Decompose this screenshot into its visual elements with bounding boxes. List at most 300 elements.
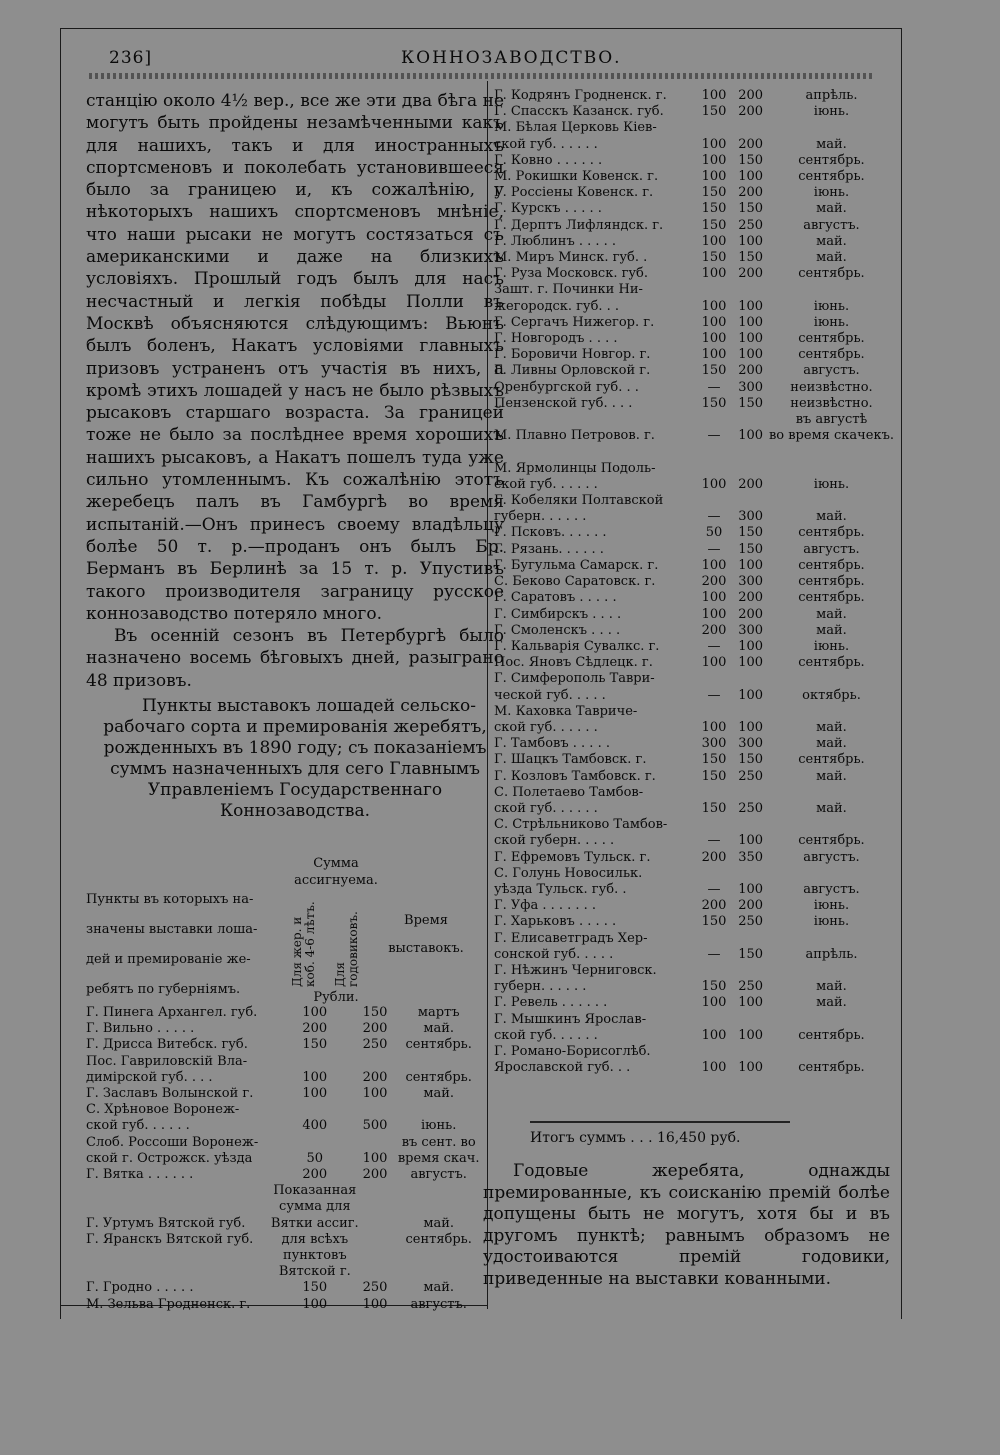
cell-place: Г. Нѣжинъ Черниговск. (494, 962, 657, 978)
cell-time (769, 1012, 894, 1028)
cell-time: сентябрь. (798, 266, 865, 282)
cell-sum-adult: 100 (701, 557, 727, 573)
cell-sum-yearling: 100 (738, 1027, 764, 1043)
cell-place: Г. Рязань. . . . . . (494, 541, 604, 557)
cell-sum-adult: 200 (302, 1021, 328, 1037)
cell-time: май. (816, 622, 847, 638)
cell-place: ской губ. . . . . . (494, 476, 598, 492)
cell-sum-adult (271, 1135, 359, 1151)
cell-time (769, 963, 894, 979)
cell-time: іюнь. (813, 914, 850, 930)
cell-sum-yearling (359, 1264, 392, 1280)
cell-place: Г. Псковъ. . . . . . (494, 525, 607, 541)
cell-place: уѣзда Тульск. губ. . (494, 881, 627, 897)
cell-sum-yearling: 200 (738, 266, 764, 282)
cell-place: губерн. . . . . . (494, 979, 587, 995)
cell-time: май. (816, 606, 847, 622)
right-column-table (494, 88, 894, 1076)
table-row (494, 542, 894, 558)
cell-time (769, 671, 894, 687)
cell-place (86, 1199, 271, 1215)
cell-place: Г. Заславъ Волынской г. (86, 1086, 254, 1102)
cell-place: Г. Шацкъ Тамбовск. г. (494, 752, 647, 768)
cell-time (769, 704, 894, 720)
paragraph: Въ осенній сезонъ въ Петербургѣ было назначено восемь бѣговыхъ дней, разыграно 48 призовъ. (86, 626, 504, 691)
cell-time (391, 1264, 486, 1280)
cell-place: Г. Тамбовъ . . . . . (494, 736, 610, 752)
cell-place: ской губ. . . . . . (494, 1027, 598, 1043)
cell-time: сентябрь. (798, 525, 865, 541)
cell-sum-adult: 50 (705, 525, 723, 541)
total-rule (530, 1121, 790, 1123)
table-heading: Пункты выставокъ лошадей сельско-рабочаго сорта и премированія жеребятъ, рожденныхъ въ 1890 году; съ показаніемъ суммъ назначенныхъ для сего Главнымъ Управленіемъ Государственнаго Коннозаводства. (103, 696, 487, 822)
table-row (86, 1037, 486, 1053)
cell-sum-adult (696, 785, 733, 801)
table-row (494, 833, 894, 849)
cell-sum-adult: 300 (701, 736, 727, 752)
cell-sum-adult (271, 1102, 359, 1118)
cell-sum-yearling (732, 1044, 769, 1060)
cell-sum-yearling: 250 (738, 768, 764, 784)
cell-place: Г. Кодрянъ Гродненск. г. (494, 88, 667, 103)
table-row (86, 1183, 486, 1199)
cell-sum-adult: 100 (701, 298, 727, 314)
table-row (494, 1060, 894, 1076)
cell-sum-adult: 100 (701, 476, 727, 492)
cell-time (769, 866, 894, 882)
table-row (86, 1005, 486, 1021)
cell-place: Г. Харьковъ . . . . . (494, 914, 617, 930)
cell-time: въ сент. во (401, 1134, 476, 1150)
cell-place: ской губ. . . . . . (86, 1118, 190, 1134)
cell-sum-yearling: 100 (738, 428, 764, 444)
cell-sum-yearling: 200 (738, 898, 764, 914)
cell-sum-yearling (732, 963, 769, 979)
table-row (494, 752, 894, 768)
cell-place: Г. Ковно . . . . . . (494, 152, 603, 168)
cell-time: апрѣль. (805, 946, 858, 962)
cell-time: время скач. (397, 1150, 480, 1166)
cell-sum-yearling: 150 (738, 752, 764, 768)
cell-sum-adult: 100 (701, 266, 727, 282)
cell-sum-yearling: 100 (738, 314, 764, 330)
cell-sum-adult (696, 461, 733, 477)
cell-sum-adult (696, 963, 733, 979)
header-wavy-rule (89, 73, 873, 79)
cell-place: Г. Ливны Орловской г. (494, 363, 651, 379)
table-row (494, 623, 894, 639)
cell-place: Г. Бугульма Самарск. г. (494, 557, 659, 573)
cell-sum-yearling (359, 1102, 392, 1118)
cell-sum-yearling: 300 (738, 574, 764, 590)
cell-place: Г. Елисаветградъ Хер- (494, 930, 648, 946)
cell-time: іюнь. (813, 185, 850, 201)
cell-place: М. Каховка Тавриче- (494, 703, 638, 719)
cell-sum-yearling (732, 282, 769, 298)
cell-sum-adult: 150 (302, 1037, 328, 1053)
cell-sum-adult: 200 (302, 1167, 328, 1183)
cell-sum-adult: — (707, 541, 721, 557)
cell-place: Г. Люблинъ . . . . . (494, 233, 617, 249)
cell-time: май. (816, 719, 847, 735)
cell-sum-adult: Вятской г. (278, 1264, 351, 1280)
cell-place: ской г. Острожск. уѣзда (86, 1150, 253, 1166)
cell-sum-yearling (359, 1216, 392, 1232)
book-page (60, 28, 902, 1319)
table-row (86, 1264, 486, 1280)
table-row (86, 1054, 486, 1070)
cell-sum-adult: 100 (701, 606, 727, 622)
cell-sum-yearling: 100 (738, 331, 764, 347)
cell-sum-yearling: 500 (362, 1118, 388, 1134)
cell-place: С. Голунь Новосильк. (494, 865, 643, 881)
cell-place: М. Ярмолинцы Подоль- (494, 460, 656, 476)
cell-sum-adult: 100 (302, 1069, 328, 1085)
table-row (494, 574, 894, 590)
header-points-line: Пункты въ которыхъ на- (86, 892, 254, 907)
cell-place: Г. Спасскъ Казанск. губ. (494, 104, 664, 120)
cell-time: май. (816, 136, 847, 152)
cell-sum-adult: 150 (302, 1280, 328, 1296)
cell-time: сентябрь. (405, 1037, 472, 1053)
cell-place: ской губ. . . . . . (494, 136, 598, 152)
cell-place: М. Зельва Гродненск. г. (86, 1296, 251, 1312)
header-time-line: Время (404, 913, 448, 928)
cell-place (86, 1264, 271, 1280)
cell-time: іюнь. (813, 638, 850, 654)
table-row (494, 347, 894, 363)
cell-sum-yearling (359, 1232, 392, 1248)
cell-sum-adult: 150 (701, 979, 727, 995)
cell-sum-adult (696, 282, 733, 298)
cell-sum-yearling: 100 (362, 1086, 388, 1102)
cell-sum-yearling: 200 (362, 1069, 388, 1085)
cell-place: Г. Дрисса Витебск. губ. (86, 1037, 248, 1053)
header-points-line: значены выставки лоша- (86, 922, 258, 937)
cell-sum-yearling: 150 (738, 541, 764, 557)
header-summa: Сумма ассигнуема. (294, 856, 378, 888)
table-row (494, 266, 894, 282)
cell-place: Г. Смоленскъ . . . . (494, 622, 621, 638)
table-row (494, 607, 894, 623)
cell-sum-adult: 100 (302, 1296, 328, 1312)
table-row (494, 412, 894, 428)
cell-place: Г. Кобеляки Полтавской (494, 493, 664, 509)
cell-place: Г. Ефремовъ Тульск. г. (494, 849, 651, 865)
cell-place: Г. Саратовъ . . . . . (494, 590, 617, 606)
table-row (494, 817, 894, 833)
table-row (494, 639, 894, 655)
table-row (494, 461, 894, 477)
cell-sum-yearling (359, 1183, 392, 1199)
cell-sum-yearling (359, 1135, 392, 1151)
cell-sum-adult: 150 (701, 104, 727, 120)
cell-place: Пензенской губ. . . . (494, 395, 633, 411)
left-rows-table (86, 1005, 486, 1313)
cell-time (391, 1248, 486, 1264)
table-row (494, 882, 894, 898)
cell-time: сентябрь. (798, 655, 865, 671)
cell-time: май. (423, 1021, 455, 1037)
cell-sum-yearling (359, 1199, 392, 1215)
table-row (86, 1102, 486, 1118)
cell-sum-adult (696, 1012, 733, 1028)
cell-sum-yearling: 150 (738, 152, 764, 168)
cell-sum-adult: — (707, 833, 721, 849)
cell-sum-yearling: 200 (362, 1167, 388, 1183)
cell-time (391, 1054, 486, 1070)
table-row (86, 1297, 486, 1313)
cell-sum-adult: 200 (701, 849, 727, 865)
table-row (494, 801, 894, 817)
cell-sum-adult: сумма для (279, 1199, 351, 1215)
cell-sum-adult (696, 412, 733, 428)
cell-time: май. (816, 509, 847, 525)
cell-sum-adult (696, 704, 733, 720)
cell-sum-yearling (732, 493, 769, 509)
page-header (61, 29, 901, 75)
cell-place: М. Миръ Минск. губ. . (494, 250, 648, 266)
cell-sum-yearling: 100 (738, 833, 764, 849)
cell-sum-yearling: 250 (362, 1037, 388, 1053)
cell-sum-yearling (732, 704, 769, 720)
cell-sum-yearling: 150 (738, 525, 764, 541)
cell-time: сентябрь. (798, 752, 865, 768)
cell-time (769, 493, 894, 509)
table-row (494, 850, 894, 866)
cell-sum-adult (696, 931, 733, 947)
cell-place: С. Беково Саратовск. г. (494, 574, 656, 590)
cell-time (391, 1102, 486, 1118)
cell-time: апрѣль. (805, 88, 858, 103)
table-row (86, 1118, 486, 1134)
table-row (494, 1012, 894, 1028)
table-row (494, 315, 894, 331)
cell-place: С. Полетаево Тамбов- (494, 784, 644, 800)
cell-place: Г. Вятка . . . . . . (86, 1167, 194, 1183)
cell-time: май. (816, 233, 847, 249)
cell-sum-yearling: 200 (738, 185, 764, 201)
cell-sum-adult: 100 (701, 995, 727, 1011)
cell-time: сентябрь. (798, 557, 865, 573)
cell-time (769, 120, 894, 136)
cell-sum-yearling: 200 (738, 590, 764, 606)
cell-sum-yearling: 200 (738, 476, 764, 492)
header-rubli: Рубли. (313, 990, 359, 1005)
table-row (86, 1086, 486, 1102)
cell-place: Г. Симферополь Таври- (494, 671, 655, 687)
cell-place: Г. Козловъ Тамбовск. г. (494, 768, 656, 784)
cell-sum-yearling: 250 (738, 800, 764, 816)
cell-place: Г. Гродно . . . . . (86, 1280, 194, 1296)
header-col-a: Для жер. и коб. 4-6 лѣтъ. (290, 901, 317, 987)
cell-sum-adult: — (707, 509, 721, 525)
table-row (494, 785, 894, 801)
left-column-text (86, 90, 504, 822)
table-row (494, 282, 894, 298)
right-rows-table (494, 88, 894, 1076)
cell-sum-yearling: 100 (362, 1150, 388, 1166)
table-row (86, 1167, 486, 1183)
cell-sum-yearling: 100 (738, 995, 764, 1011)
cell-sum-adult: 150 (701, 768, 727, 784)
cell-time: іюнь. (813, 476, 850, 492)
cell-place (86, 1183, 271, 1199)
cell-time: май. (816, 979, 847, 995)
cell-place: С. Стрѣльниково Тамбов- (494, 817, 668, 833)
cell-time: іюнь. (421, 1118, 457, 1134)
cell-place: сонской губ. . . . . (494, 946, 614, 962)
cell-sum-adult: 400 (302, 1118, 328, 1134)
cell-sum-adult: 100 (701, 136, 727, 152)
cell-sum-yearling: 100 (738, 169, 764, 185)
table-row (494, 736, 894, 752)
table-row (494, 120, 894, 136)
table-row (86, 1135, 486, 1151)
table-row (494, 525, 894, 541)
cell-sum-adult: 150 (701, 201, 727, 217)
cell-sum-adult: 150 (701, 395, 727, 411)
total-line: Итогъ суммъ . . . 16,450 руб. (530, 1130, 741, 1146)
header-col-b: Для годовиковъ. (333, 911, 360, 987)
cell-sum-adult: 200 (701, 574, 727, 590)
cell-place (494, 444, 696, 460)
cell-place: Г. Россіены Ковенск. г. (494, 185, 654, 201)
cell-place: ской губерн. . . . . (494, 833, 615, 849)
cell-sum-yearling: 150 (738, 250, 764, 266)
cell-time: май. (423, 1280, 455, 1296)
cell-sum-yearling: 100 (362, 1296, 388, 1312)
cell-sum-adult: 150 (701, 800, 727, 816)
cell-place: Г. Новгородъ . . . . (494, 331, 618, 347)
cell-sum-yearling (732, 866, 769, 882)
left-table (86, 855, 486, 1313)
cell-time: августъ. (803, 541, 860, 557)
table-row (494, 671, 894, 687)
cell-time: во время скачекъ. (768, 428, 894, 444)
cell-sum-yearling: 300 (738, 622, 764, 638)
cell-time: октябрь. (802, 687, 861, 703)
cell-sum-yearling: 350 (738, 849, 764, 865)
cell-time (769, 1044, 894, 1060)
cell-sum-yearling: 100 (738, 719, 764, 735)
table-row (86, 1248, 486, 1264)
table-row (86, 1232, 486, 1248)
cell-place: Г. Боровичи Новгор. г. (494, 347, 651, 363)
cell-sum-adult (696, 866, 733, 882)
cell-sum-adult: 100 (701, 719, 727, 735)
table-row (494, 104, 894, 120)
table-row (494, 396, 894, 412)
cell-sum-adult: 200 (701, 622, 727, 638)
cell-sum-yearling: 200 (738, 606, 764, 622)
cell-place: М. Плавно Петровов. г. (494, 428, 655, 444)
cell-time (769, 817, 894, 833)
cell-place: Г. Мышкинъ Ярослав- (494, 1011, 647, 1027)
cell-time (769, 444, 894, 460)
table-row (494, 185, 894, 201)
cell-sum-yearling (732, 671, 769, 687)
cell-time (769, 461, 894, 477)
cell-time (391, 1199, 486, 1215)
cell-place: губерн. . . . . . (494, 509, 587, 525)
cell-sum-adult: 100 (701, 88, 727, 103)
cell-place: М. Рокишки Ковенск. г. (494, 169, 659, 185)
table-row (86, 1021, 486, 1037)
cell-sum-yearling: 250 (738, 914, 764, 930)
cell-sum-yearling: 100 (738, 638, 764, 654)
cell-place (86, 1248, 271, 1264)
cell-sum-adult: 100 (701, 1027, 727, 1043)
table-row (494, 704, 894, 720)
cell-sum-yearling: 100 (738, 655, 764, 671)
cell-sum-adult (696, 671, 733, 687)
cell-time: въ августѣ (795, 412, 868, 428)
table-row (494, 558, 894, 574)
cell-sum-adult (696, 120, 733, 136)
cell-time: сентябрь. (798, 152, 865, 168)
cell-sum-adult: Вятки ассиг. (270, 1215, 359, 1231)
cell-sum-adult: 150 (701, 217, 727, 233)
cell-sum-adult: пунктовъ (282, 1248, 347, 1264)
cell-time: сентябрь. (405, 1231, 472, 1247)
cell-sum-adult: 150 (701, 185, 727, 201)
cell-time (769, 931, 894, 947)
cell-sum-adult: 100 (701, 331, 727, 347)
cell-sum-yearling: 100 (738, 557, 764, 573)
cell-sum-yearling (732, 1012, 769, 1028)
cell-place: Г. Яранскъ Вятской губ. (86, 1231, 254, 1247)
cell-place: ской губ. . . . . . (494, 719, 598, 735)
cell-place: ческой губ. . . . . (494, 687, 606, 703)
cell-time: сентябрь. (798, 169, 865, 185)
cell-sum-yearling (359, 1248, 392, 1264)
cell-sum-yearling: 200 (738, 104, 764, 120)
cell-time: май. (816, 736, 847, 752)
paragraph: станцію около 4½ вер., все же эти два бѣга не могутъ быть пройдены незамѣченными какъ для нашихъ, такъ и для иностранныхъ спортсменовъ и поколебать установившееся было за границею и, къ сожалѣнію, у нѣкоторыхъ нашихъ спортсменовъ мнѣніе, что наши рысаки не могутъ состязаться съ американскими и даже на близкихъ условіяхъ. Прошлый годъ былъ для насъ несчастный и легкія побѣды Полли въ Москвѣ объясняются слѣдующимъ: Вьюнъ былъ боленъ, Накатъ условіями главныхъ призовъ устраненъ отъ участія въ нихъ, а кромѣ этихъ лошадей у насъ не было рѣзвыхъ рысаковъ старшаго возраста. За границей тоже не было за послѣднее время хорошихъ нашихъ рысаковъ, а Накатъ пошелъ туда уже сильно утомленнымъ. Къ сожалѣнію этотъ жеребецъ палъ въ Гамбургѣ во время испытаній.—Онъ принесъ своему владѣльцу болѣе 50 т. р.—проданъ онъ былъ Бр. Берманъ въ Берлинѣ за 15 т. р. Упустивъ такого производителя заграницу русское коннозаводство потеряло много. (86, 91, 504, 624)
table-row (494, 979, 894, 995)
page-number: 236] (109, 48, 153, 68)
cell-time: сентябрь. (798, 331, 865, 347)
closing-text (483, 1161, 890, 1291)
cell-place: Пос. Яновъ Сѣдлецк. г. (494, 655, 653, 671)
cell-sum-adult: 100 (701, 590, 727, 606)
cell-time: мартъ (417, 1005, 460, 1020)
cell-time: сентябрь. (798, 1060, 865, 1076)
cell-place: Оренбургской губ. . . (494, 379, 639, 395)
table-row (494, 137, 894, 153)
cell-sum-adult: 100 (701, 347, 727, 363)
cell-time: май. (816, 250, 847, 266)
cell-time: сентябрь. (798, 347, 865, 363)
table-row (494, 947, 894, 963)
cell-sum-adult: для всѣхъ (281, 1231, 349, 1247)
cell-sum-yearling: 150 (738, 946, 764, 962)
cell-sum-adult: 100 (302, 1005, 328, 1020)
cell-sum-yearling (732, 444, 769, 460)
cell-sum-yearling: 300 (738, 736, 764, 752)
cell-sum-yearling (732, 785, 769, 801)
cell-sum-yearling: 200 (738, 136, 764, 152)
table-row (494, 299, 894, 315)
cell-sum-yearling: 250 (738, 217, 764, 233)
cell-sum-yearling: 100 (738, 687, 764, 703)
cell-place: Г. Руза Московск. губ. (494, 266, 649, 282)
table-row (494, 380, 894, 396)
cell-time: май. (816, 201, 847, 217)
table-row (494, 493, 894, 509)
cell-sum-adult (696, 493, 733, 509)
